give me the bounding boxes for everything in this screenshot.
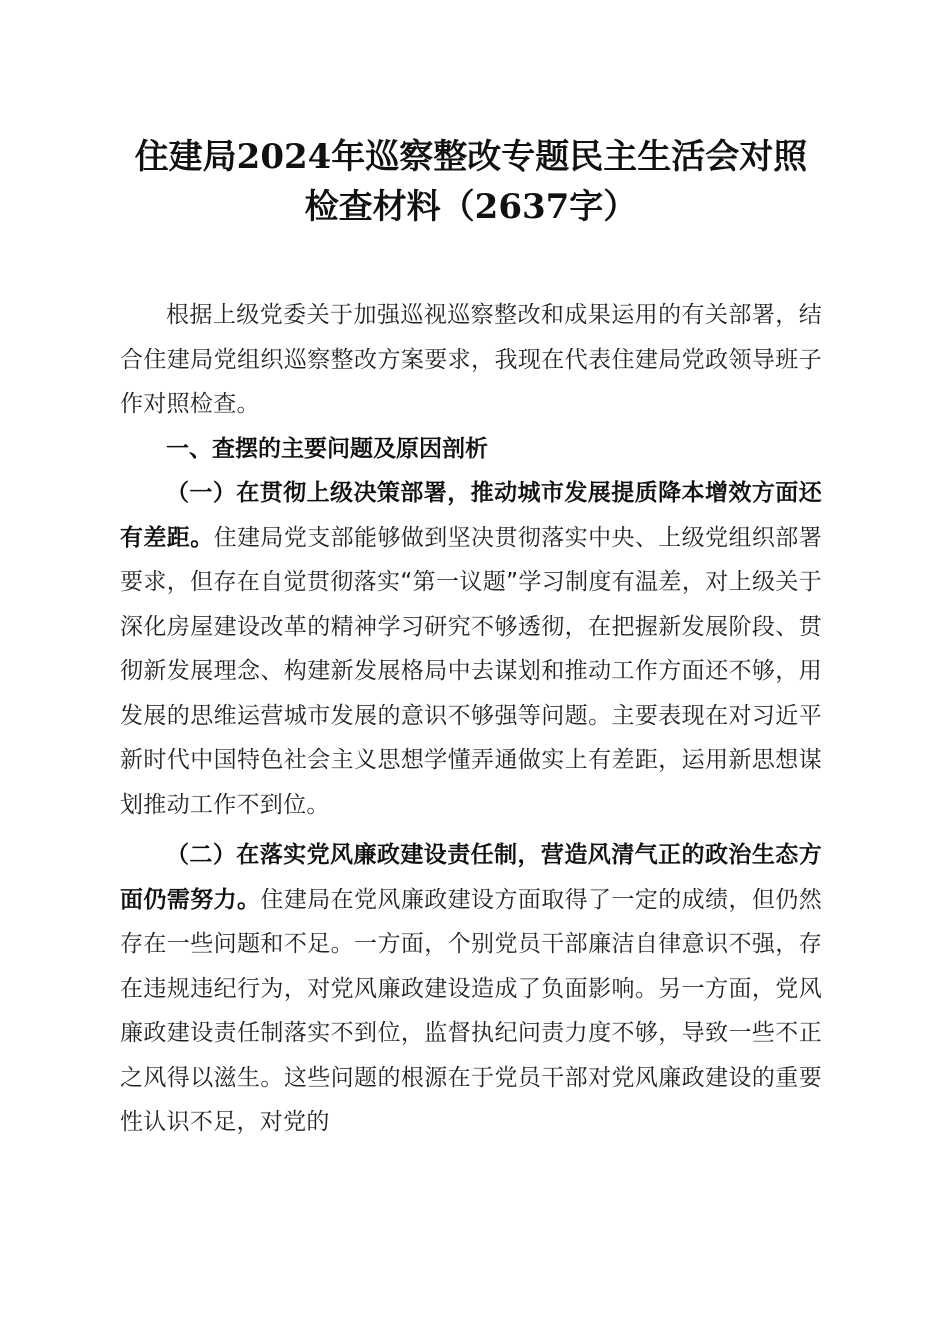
title-line-1: 住建局2024年巡察整改专题民主生活会对照 (134, 137, 808, 177)
item-1-lead: （一）在贯彻上级决策部署，推动城市发展提质降本增效方面还有差距。 (120, 479, 822, 551)
document-body (120, 293, 822, 1145)
item-2-lead: （二）在落实党风廉政建设责任制，营造风清气正的政治生态方面仍需努力。 (120, 841, 822, 913)
document-title (120, 132, 822, 232)
item-1-paragraph (120, 471, 822, 827)
item-1-text: 住建局党支部能够做到坚决贯彻落实中央、上级党组织部署要求，但存在自觉贯彻落实“第一议题”学习制度有温差，对上级关于深化房屋建设改革的精神学习研究不够透彻，在把握新发展阶段、贯彻新发展理念、构建新发展格局中去谋划和推动工作方面还不够，用发展的思维运营城市发展的意识不够强等问题。主要表现在对习近平新时代中国特色社会主义思想学懂弄通做实上有差距，运用新思想谋划推动工作不到位。 (120, 524, 822, 818)
document-page (120, 132, 822, 1145)
intro-paragraph: 根据上级党委关于加强巡视巡察整改和成果运用的有关部署，结合住建局党组织巡察整改方案要求，我现在代表住建局党政领导班子作对照检查。 (120, 302, 822, 417)
item-2-paragraph (120, 833, 822, 1145)
section-heading-1: 一、查摆的主要问题及原因剖析 (166, 435, 488, 462)
title-line-2: 检查材料（2637字） (304, 187, 638, 227)
item-2-text: 住建局在党风廉政建设方面取得了一定的成绩，但仍然存在一些问题和不足。一方面，个别党员干部廉洁自律意识不强，存在违规违纪行为，对党风廉政建设造成了负面影响。另一方面，党风廉政建设责任制落实不到位，监督执纪问责力度不够，导致一些不正之风得以滋生。这些问题的根源在于党员干部对党风廉政建设的重要性认识不足，对党的 (120, 886, 822, 1135)
